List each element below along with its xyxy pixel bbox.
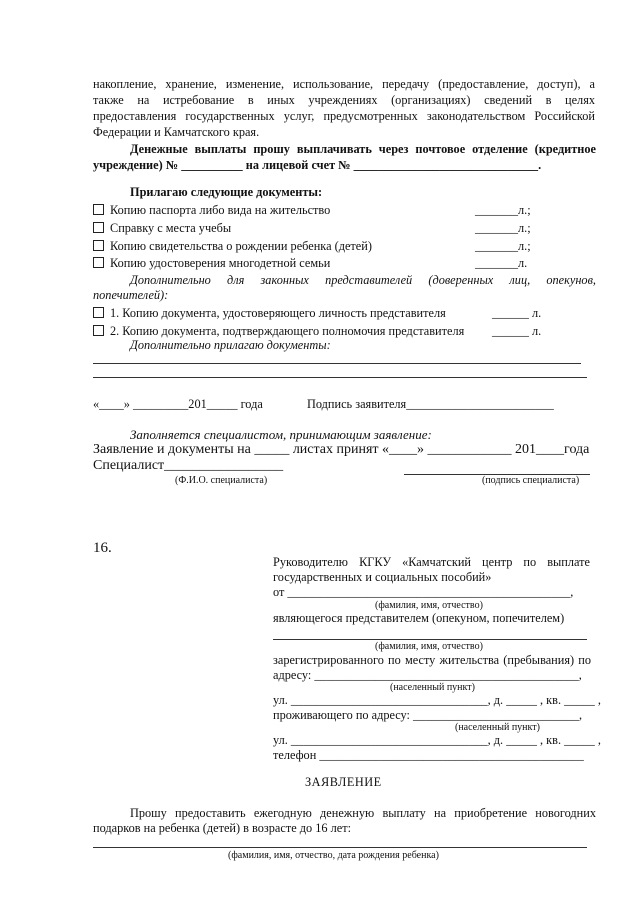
applicant-name-field[interactable]: от ______________________________________________, <box>273 585 574 599</box>
doc-item-pages[interactable]: _______л.; <box>475 203 531 217</box>
specialist-note: Заполняется специалистом, принимающим заявление: <box>130 427 432 442</box>
registered-line-1: зарегистрированного по месту жительства (пребывания) по <box>273 653 591 667</box>
request-line-1: Прошу предоставить ежегодную денежную выплату на приобретение новогодних <box>130 806 596 820</box>
checkbox-icon[interactable] <box>93 325 104 336</box>
doc-item-large-family[interactable] <box>93 256 330 271</box>
rep-doc-label: 2. Копию документа, подтверждающего полномочия представителя <box>110 324 465 338</box>
registered-street-field[interactable]: ул. ________________________________, д. _____ , кв. _____ , <box>273 693 601 707</box>
reps-note-line-1: Дополнительно для законных представителей (доверенных лиц, опекунов, <box>130 273 596 287</box>
additional-docs-label: Дополнительно прилагаю документы: <box>130 338 331 352</box>
living-address-field[interactable]: проживающего по адресу: ___________________________, <box>273 708 583 722</box>
statement-title: ЗАЯВЛЕНИЕ <box>305 775 382 789</box>
doc-item-birth-cert[interactable] <box>93 239 372 254</box>
consent-line-3: предоставления государственных услуг, предусмотренных законодательством Российской <box>93 109 595 123</box>
attached-heading: Прилагаю следующие документы: <box>130 185 323 199</box>
date-field[interactable]: «____» _________201_____ года <box>93 397 263 411</box>
doc-item-pages[interactable]: _______л. <box>475 256 528 270</box>
form-number: 16. <box>93 540 112 556</box>
checkbox-icon[interactable] <box>93 240 104 251</box>
doc-item-label: Справку с места учебы <box>110 221 232 235</box>
doc-item-label: Копию удостоверения многодетной семьи <box>110 256 331 270</box>
request-line-2: подарков на ребенка (детей) в возрасте до 16 лет: <box>93 821 351 835</box>
addressee-line-2: государственных и социальных пособий» <box>273 570 492 584</box>
living-settlement-caption: (населенный пункт) <box>455 722 540 733</box>
reps-note-line-2: попечителей): <box>93 288 169 302</box>
doc-item-label: Копию свидетельства о рождении ребенка (детей) <box>110 239 372 253</box>
doc-item-pages[interactable]: _______л.; <box>475 221 531 235</box>
rep-doc-authority[interactable] <box>93 324 464 339</box>
rep-doc-pages[interactable]: ______ л. <box>492 324 542 338</box>
payment-line-2[interactable]: учреждение) № __________ на лицевой счет № ______________________________. <box>93 158 542 172</box>
consent-line-2: также на истребование в иных учреждениях (организациях) сведений в целях <box>93 93 595 107</box>
specialist-received-line[interactable]: Заявление и документы на _____ листах принят «____» ____________ 201____года <box>93 442 590 457</box>
child-info-caption: (фамилия, имя, отчество, дата рождения ребенка) <box>228 850 439 861</box>
rep-doc-pages[interactable]: ______ л. <box>492 306 542 320</box>
living-street-field[interactable]: ул. ________________________________, д. _____ , кв. _____ , <box>273 733 601 747</box>
representative-label: являющегося представителем (опекуном, попечителем) <box>273 611 565 625</box>
consent-line-1: накопление, хранение, изменение, использование, передачу (предоставление, доступ), а <box>93 77 595 91</box>
registered-settlement-caption: (населенный пункт) <box>390 682 475 693</box>
ward-name-line[interactable] <box>273 639 587 640</box>
consent-line-4: Федерации и Камчатского края. <box>93 125 260 139</box>
rep-doc-label: 1. Копию документа, удостоверяющего личность представителя <box>110 306 446 320</box>
additional-docs-line-2[interactable] <box>93 377 587 378</box>
doc-item-study-cert[interactable] <box>93 221 231 236</box>
addressee-line-1: Руководителю КГКУ «Камчатский центр по выплате <box>273 555 590 569</box>
specialist-signature-caption: (подпись специалиста) <box>482 475 580 486</box>
applicant-name-caption: (фамилия, имя, отчество) <box>375 600 483 611</box>
checkbox-icon[interactable] <box>93 222 104 233</box>
applicant-signature-field[interactable]: Подпись заявителя________________________ <box>307 397 554 411</box>
specialist-name-field[interactable]: Специалист_________________ <box>93 458 284 473</box>
phone-field[interactable]: телефон ___________________________________________ <box>273 748 584 762</box>
checkbox-icon[interactable] <box>93 307 104 318</box>
checkbox-icon[interactable] <box>93 204 104 215</box>
doc-item-passport[interactable] <box>93 203 330 218</box>
rep-doc-identity[interactable] <box>93 306 446 321</box>
registered-address-field[interactable]: адресу: ___________________________________________, <box>273 668 582 682</box>
child-info-line[interactable] <box>93 847 587 848</box>
doc-item-pages[interactable]: _______л.; <box>475 239 531 253</box>
additional-docs-line-1[interactable] <box>93 363 581 364</box>
payment-line-1: Денежные выплаты прошу выплачивать через почтовое отделение (кредитное <box>130 142 596 156</box>
specialist-fio-caption: (Ф.И.О. специалиста) <box>175 475 268 486</box>
checkbox-icon[interactable] <box>93 257 104 268</box>
doc-item-label: Копию паспорта либо вида на жительство <box>110 203 331 217</box>
ward-name-caption: (фамилия, имя, отчество) <box>375 641 483 652</box>
